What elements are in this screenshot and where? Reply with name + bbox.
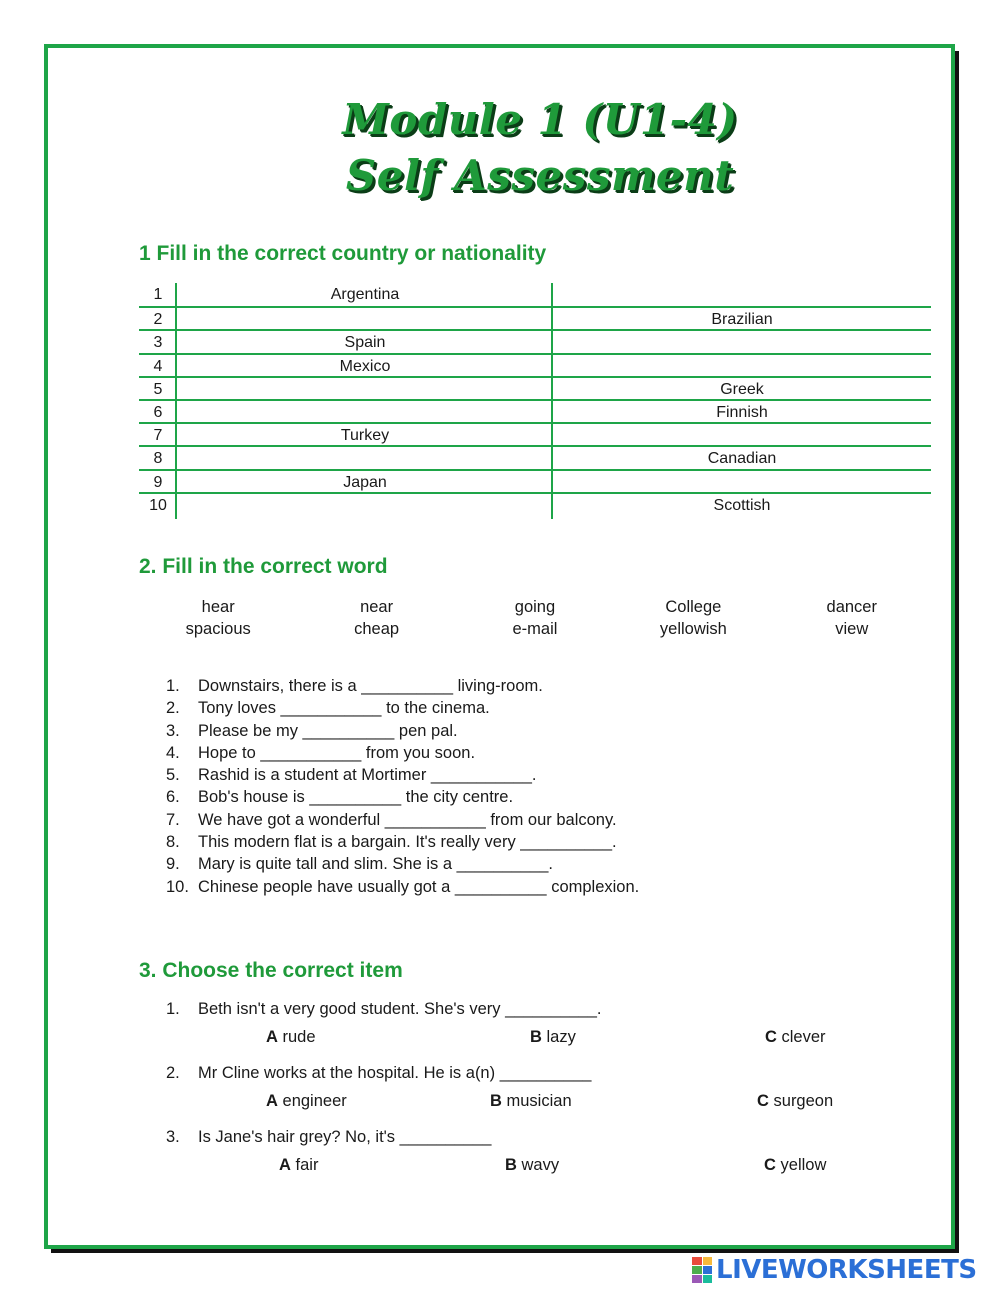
- option-letter: C: [764, 1156, 776, 1174]
- table-row: [139, 355, 931, 378]
- nationality-cell[interactable]: [553, 283, 931, 306]
- list-item[interactable]: [166, 720, 639, 742]
- sentence-text: Mary is quite tall and slim. She is a __________.: [198, 855, 553, 874]
- option-text: clever: [781, 1028, 826, 1046]
- liveworksheets-logo[interactable]: [692, 1255, 977, 1285]
- option-letter: C: [757, 1092, 769, 1110]
- sentence-text: Rashid is a student at Mortimer ___________.: [198, 766, 537, 785]
- word-bank-item: going: [514, 598, 556, 616]
- sentence-text: Hope to ___________ from you soon.: [198, 743, 476, 762]
- list-item[interactable]: [166, 853, 639, 875]
- logo-text: LIVEWORKSHEETS: [716, 1255, 977, 1285]
- question-text: Mr Cline works at the hospital. He is a(n) __________: [198, 1064, 592, 1082]
- nationality-cell[interactable]: [553, 355, 931, 376]
- word-bank-item: hear: [201, 598, 235, 616]
- option-group: [166, 1024, 946, 1060]
- country-cell[interactable]: [177, 447, 553, 468]
- option-b[interactable]: [490, 1092, 572, 1111]
- item-number: 5.: [166, 766, 180, 785]
- row-number: 5: [139, 378, 177, 399]
- table-row: [139, 471, 931, 494]
- section-3-heading: 3. Choose the correct item: [139, 959, 403, 982]
- option-a[interactable]: [266, 1092, 347, 1111]
- word-bank-row: [139, 618, 931, 640]
- row-number: 10: [139, 494, 177, 517]
- nationality-cell[interactable]: Scottish: [713, 496, 771, 514]
- question-number: 3.: [166, 1128, 180, 1146]
- row-number: 2: [139, 308, 177, 329]
- option-text: yellow: [780, 1156, 827, 1174]
- section-2-heading: 2. Fill in the correct word: [139, 555, 388, 578]
- word-bank-item: near: [360, 598, 394, 616]
- table-row: [139, 283, 931, 306]
- nationality-table: [139, 283, 931, 517]
- nationality-cell[interactable]: Brazilian: [711, 311, 773, 329]
- list-item[interactable]: [166, 697, 639, 719]
- question[interactable]: [166, 1060, 946, 1088]
- sentence-text: Downstairs, there is a __________ living-room.: [198, 677, 543, 695]
- question[interactable]: [166, 1124, 946, 1152]
- list-item[interactable]: [166, 876, 639, 898]
- item-number: 9.: [166, 855, 180, 874]
- question-number: 2.: [166, 1064, 180, 1082]
- item-number: 10.: [166, 877, 189, 896]
- option-a[interactable]: [279, 1156, 318, 1175]
- item-number: 4.: [166, 743, 180, 762]
- title-line-2: Self Assessment: [345, 151, 735, 200]
- option-text: surgeon: [773, 1092, 834, 1110]
- country-cell[interactable]: Japan: [177, 471, 553, 492]
- item-number: 8.: [166, 833, 180, 852]
- item-number: 7.: [166, 810, 180, 829]
- sentence-text: Tony loves ___________ to the cinema.: [198, 699, 490, 718]
- country-cell[interactable]: [177, 494, 553, 517]
- option-letter: A: [279, 1156, 291, 1174]
- row-number: 8: [139, 447, 177, 468]
- word-bank-item: College: [665, 598, 722, 616]
- sentence-text: Please be my __________ pen pal.: [198, 721, 458, 740]
- word-bank-item: cheap: [354, 620, 400, 638]
- table-row: [139, 424, 931, 447]
- table-row: [139, 331, 931, 354]
- question-text: Is Jane's hair grey? No, it's __________: [198, 1128, 492, 1146]
- list-item[interactable]: [166, 786, 639, 808]
- word-bank-item: e-mail: [512, 620, 558, 638]
- option-text: rude: [282, 1028, 316, 1046]
- item-number: 1.: [166, 677, 180, 695]
- country-cell[interactable]: Argentina: [177, 283, 553, 306]
- option-text: fair: [295, 1156, 319, 1174]
- table-row: [139, 401, 931, 424]
- question-text: Beth isn't a very good student. She's very __________.: [198, 1000, 602, 1018]
- option-letter: B: [530, 1028, 542, 1046]
- nationality-cell[interactable]: [553, 424, 931, 445]
- table-row: [139, 306, 931, 331]
- word-bank-item: yellowish: [659, 620, 727, 638]
- option-a[interactable]: [266, 1028, 316, 1047]
- option-c[interactable]: [757, 1092, 833, 1111]
- fill-in-sentences: [166, 675, 639, 898]
- sentence-text: We have got a wonderful ___________ from our balcony.: [198, 810, 617, 829]
- sentence-text: This modern flat is a bargain. It's really very __________.: [198, 833, 617, 852]
- option-b[interactable]: [530, 1028, 576, 1047]
- word-bank: [139, 596, 931, 640]
- list-item[interactable]: [166, 809, 639, 831]
- multiple-choice: [166, 996, 946, 1188]
- sentence-text: Bob's house is __________ the city centre.: [198, 788, 514, 807]
- list-item[interactable]: [166, 675, 639, 697]
- option-letter: C: [765, 1028, 777, 1046]
- page-title: [340, 92, 740, 204]
- question-number: 1.: [166, 1000, 180, 1018]
- item-number: 2.: [166, 699, 180, 718]
- row-number: 1: [139, 283, 177, 306]
- section-1-heading: 1 Fill in the correct country or nationality: [139, 242, 547, 265]
- option-group: [166, 1088, 946, 1124]
- nationality-cell[interactable]: Greek: [720, 380, 764, 398]
- row-number: 9: [139, 471, 177, 492]
- row-number: 7: [139, 424, 177, 445]
- title-line-1: Module 1 (U1-4): [342, 95, 738, 144]
- table-row: [139, 378, 931, 401]
- word-bank-item: spacious: [185, 620, 251, 638]
- row-number: 3: [139, 331, 177, 352]
- option-c[interactable]: [765, 1028, 826, 1047]
- option-letter: A: [266, 1028, 278, 1046]
- nationality-cell[interactable]: [553, 331, 931, 352]
- list-item[interactable]: [166, 764, 639, 786]
- option-group: [166, 1152, 946, 1188]
- option-text: wavy: [521, 1156, 560, 1174]
- question[interactable]: [166, 996, 946, 1024]
- word-bank-item: view: [835, 620, 869, 638]
- country-cell[interactable]: Mexico: [177, 355, 553, 376]
- list-item[interactable]: [166, 742, 639, 764]
- country-cell[interactable]: [177, 401, 553, 422]
- table-row: [139, 447, 931, 470]
- item-number: 3.: [166, 721, 180, 740]
- row-number: 6: [139, 401, 177, 422]
- option-text: engineer: [282, 1092, 347, 1110]
- nationality-cell[interactable]: [553, 471, 931, 492]
- nationality-cell[interactable]: Finnish: [716, 403, 768, 421]
- country-cell[interactable]: [177, 378, 553, 399]
- option-letter: A: [266, 1092, 278, 1110]
- nationality-cell[interactable]: Canadian: [707, 450, 777, 468]
- option-letter: B: [505, 1156, 517, 1174]
- option-b[interactable]: [505, 1156, 559, 1175]
- option-text: musician: [506, 1092, 572, 1110]
- row-number: 4: [139, 355, 177, 376]
- country-cell[interactable]: Spain: [177, 331, 553, 352]
- option-text: lazy: [546, 1028, 576, 1046]
- country-cell[interactable]: Turkey: [177, 424, 553, 445]
- list-item[interactable]: [166, 831, 639, 853]
- liveworksheets-logo-icon: [692, 1257, 712, 1283]
- item-number: 6.: [166, 788, 180, 807]
- option-letter: B: [490, 1092, 502, 1110]
- word-bank-row: [139, 596, 931, 618]
- option-c[interactable]: [764, 1156, 826, 1175]
- country-cell[interactable]: [177, 308, 553, 329]
- word-bank-item: dancer: [826, 598, 877, 616]
- table-row: [139, 494, 931, 517]
- sentence-text: Chinese people have usually got a __________ complexion.: [198, 877, 640, 896]
